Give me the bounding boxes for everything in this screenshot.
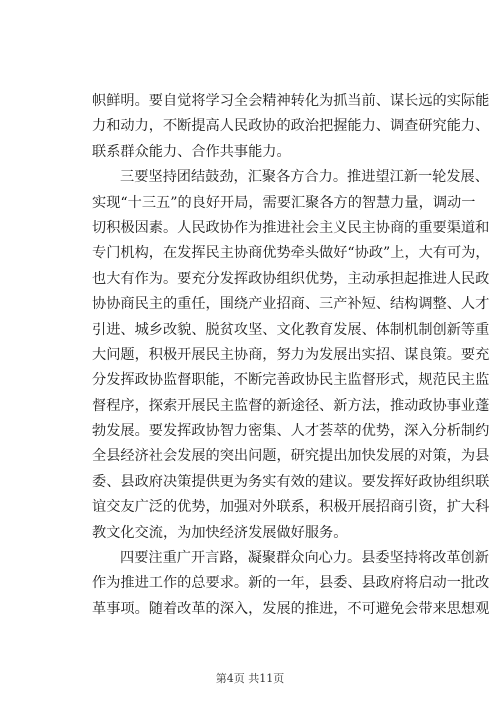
text-line: 实现“十三五”的良好开局，需要汇聚各方的智慧力量，调动一 (92, 194, 476, 211)
text-line: 作为推进工作的总要求。新的一年，县委、县政府将启动一批改 (92, 575, 490, 592)
text-line: 革事项。随着改革的深入，发展的推进，不可避免会带来思想观 (92, 600, 490, 617)
text-line: 全县经济社会发展的突出问题，研究提出加快发展的对策，为县 (92, 448, 490, 465)
text-line: 谊交友广泛的优势，加强对外联系，积极开展招商引资，扩大科 (92, 499, 490, 516)
body-text (92, 89, 490, 622)
text-line: 委、县政府决策提供更为务实有效的建议。要发挥好政协组织联 (92, 473, 490, 490)
text-line: 引进、城乡改貌、脱贫攻坚、文化教育发展、体制机制创新等重 (92, 321, 490, 338)
text-line: 帜鲜明。要自觉将学习全会精神转化为抓当前、谋长远的实际能 (92, 93, 490, 109)
text-line: 督程序，探索开展民主监督的新途径、新方法，推动政协事业蓬 (92, 397, 490, 414)
text-line: 专门机构，在发挥民主协商优势牵头做好“协政”上，大有可为， (92, 245, 490, 262)
paragraph-heading-line: 三要坚持团结鼓劲，汇聚各方合力。推进望江新一轮发展、 (120, 169, 489, 186)
text-line: 大问题，积极开展民主协商，努力为发展出实招、谋良策。要充 (92, 346, 490, 363)
text-line: 协协商民主的重任，围绕产业招商、三产补短、结构调整、人才 (92, 296, 490, 313)
text-line: 分发挥政协监督职能，不断完善政协民主监督形式，规范民主监 (92, 372, 490, 389)
text-line: 力和动力，不断提高人民政协的政治把握能力、调查研究能力、 (92, 118, 490, 135)
text-line: 教文化交流，为加快经济发展做好服务。 (92, 524, 348, 541)
paragraph-heading-line: 四要注重广开言路，凝聚群众向心力。县委坚持将改革创新 (120, 550, 489, 567)
text-line: 勃发展。要发挥政协智力密集、人才荟萃的优势，深入分析制约 (92, 423, 490, 440)
text-line: 也大有作为。要充分发挥政协组织优势，主动承担起推进人民政 (92, 270, 490, 287)
text-line: 联系群众能力、合作共事能力。 (92, 143, 291, 160)
page-number-footer: 第4页 共11页 (215, 672, 285, 685)
text-line: 切积极因素。人民政协作为推进社会主义民主协商的重要渠道和 (92, 219, 490, 236)
